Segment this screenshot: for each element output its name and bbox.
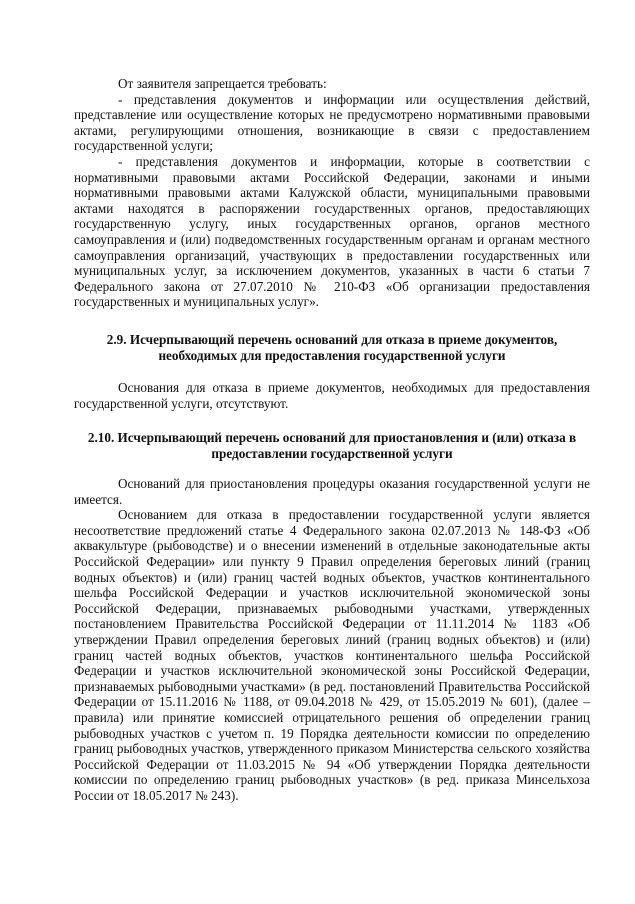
intro-lead: От заявителя запрещается требовать: xyxy=(118,76,327,91)
section-2-9-body xyxy=(74,380,590,411)
section-2-10-heading xyxy=(74,430,590,461)
section-2-10-heading-line-1: 2.10. Исчерпывающий перечень оснований для приостановления и (или) отказа в xyxy=(87,430,577,445)
section-2-9-heading xyxy=(74,332,590,363)
section-2-9-text: Основания для отказа в приеме документов, необходимых для предоставления государственной услуги, отсутствуют. xyxy=(74,380,590,411)
section-2-10-body xyxy=(74,476,590,803)
section-2-10-heading-line-2: предоставлении государственной услуги xyxy=(211,445,453,461)
section-2-9-heading-line-1: 2.9. Исчерпывающий перечень оснований для отказа в приеме документов, xyxy=(106,332,558,347)
intro-section xyxy=(74,76,590,310)
intro-item-1: - представления документов и информации или осуществления действий, представление или осуществление которых не предусмотрено нормативными правовыми актами, регулирующими отношения, возникающие в связи с предоставлением государственной услуги; xyxy=(74,91,590,154)
intro-item-2: - представления документов и информации, которые в соответствии с нормативными правовыми актами Российской Федерации, законами и иными нормативными правовыми актами Калужской области, муниципальными правовыми актами находятся в распоряжении государственных органов, предоставляющих государственную услугу, иных государственных органов, органов местного самоуправления и (или) подведомственных государственным органам и органам местного самоуправления организаций, участвующих в предоставлении государственных или муниципальных услуг, за исключением документов, указанных в части 6 статьи 7 Федерального закона от 27.07.2010 № 210-ФЗ «Об организации предоставления государственных и муниципальных услуг». xyxy=(74,153,590,310)
section-2-10-text-2: Основанием для отказа в предоставлении государственной услуги является несоответствие предложений статье 4 Федерального закона 02.07.2013 № 148-ФЗ «Об аквакультуре (рыбоводстве) и о внесении изменений в отдельные законодательные акты Российской Федерации» или пункту 9 Правил определения береговых линий (границ водных объектов) и (или) границ частей водных объектов, участков континентального шельфа Российской Федерации и участков исключительной экономической зоны Российской Федерации, признаваемых рыбоводными участками, утвержденных постановлением Правительства Российской Федерации от 11.11.2014 № 1183 «Об утверждении Правил определения береговых линий (границ водных объектов) и (или) границ частей водных объектов, участков континентального шельфа Российской Федерации и участков исключительной экономической зоны Российской Федерации, признаваемых рыбоводными участками» (в ред. постановлений Правительства Российской Федерации от 15.11.2016 № 1188, от 09.04.2018 № 429, от 15.05.2019 № 601), (далее – правила) или принятие комиссией отрицательного решения об определении границ рыбоводных участков с учетом п. 19 Порядка деятельности комиссии по определению границ рыбоводных участков, утвержденного приказом Министерства сельского хозяйства Российской Федерации от 11.03.2015 № 94 «Об утверждении Порядка деятельности комиссии по определению границ рыбоводных участков» (в ред. приказа Минсельхоза России от 18.05.2017 № 243). xyxy=(74,507,590,803)
section-2-10-text-1: Оснований для приостановления процедуры оказания государственной услуги не имеется. xyxy=(74,476,590,507)
section-2-9-heading-line-2: необходимых для предоставления государственной услуги xyxy=(158,347,506,363)
